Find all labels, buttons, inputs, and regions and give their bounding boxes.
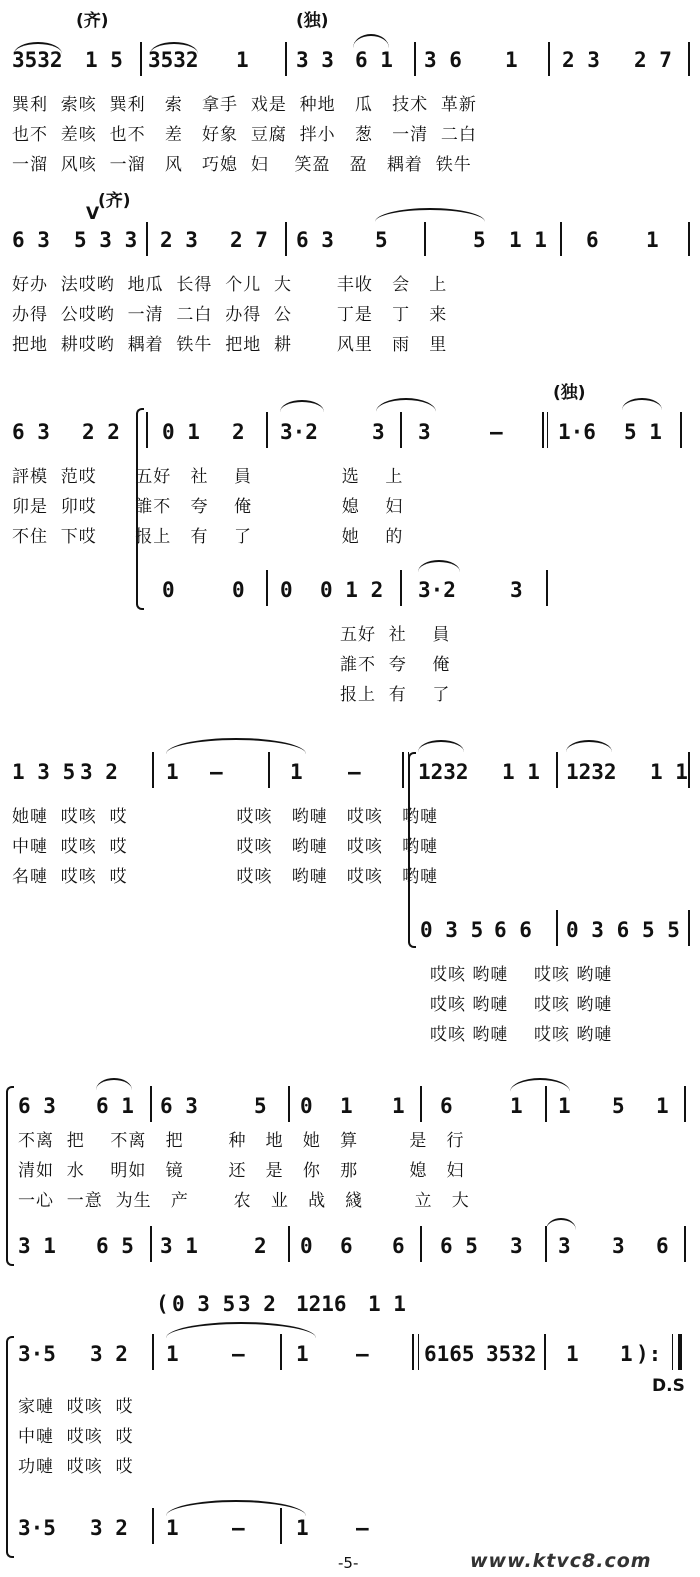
barline [424, 222, 426, 256]
tie [166, 738, 306, 754]
barline [266, 570, 268, 606]
note: 6 5 [440, 1234, 478, 1258]
barline [150, 1086, 152, 1122]
note: 5 5 [642, 918, 680, 942]
note: 3·2 [418, 578, 456, 602]
barline [412, 1334, 414, 1370]
note: 1 [296, 1342, 309, 1366]
barline [560, 222, 562, 256]
lyric-line-3: 不住 下哎 报上 有 了 她 的 [12, 527, 404, 547]
slur [280, 400, 324, 412]
lyric-line-1: 家嗹 哎咳 哎 [18, 1397, 134, 1417]
barline [140, 42, 142, 76]
note: 3 2 [238, 1292, 276, 1316]
note: 3·5 [18, 1342, 56, 1366]
note: 2 [254, 1234, 267, 1258]
note: — [356, 1342, 369, 1366]
barline [556, 910, 558, 946]
barline [146, 222, 148, 256]
note: 0 [300, 1234, 313, 1258]
note: 2 3 [562, 48, 600, 72]
note: 3·5 [18, 1516, 56, 1540]
note: 6 3 [296, 228, 334, 252]
barline [684, 1226, 686, 1262]
note: 2 2 [82, 420, 120, 444]
barline [400, 570, 402, 606]
note: 6 [656, 1234, 669, 1258]
note: 0 [232, 578, 245, 602]
lyric-line-2: 中嗹 哎咳 哎 哎咳 哟嗹 哎咳 哟嗹 [12, 837, 439, 857]
note: 5 [473, 228, 486, 252]
note: 5 [254, 1094, 267, 1118]
system-brace [6, 1086, 14, 1266]
barline [268, 752, 270, 788]
barline [285, 42, 287, 76]
note: 3 2 [90, 1516, 128, 1540]
note: 2 3 [160, 228, 198, 252]
barline [288, 1086, 290, 1122]
note: 1 [340, 1094, 353, 1118]
barline [150, 1226, 152, 1262]
barline [544, 1334, 546, 1370]
note: 0 3 5 [420, 918, 484, 942]
lyric-line-1: 好办 法哎哟 地瓜 长得 个儿 大 丰收 会 上 [12, 275, 448, 295]
note: 2 [232, 420, 245, 444]
note: 0 1 2 [320, 578, 384, 602]
du-mark: (独) [553, 383, 586, 403]
lower-lyric-line-2: 哎咳 哟嗹 哎咳 哟嗹 [430, 995, 613, 1015]
note: 3 2 [80, 760, 118, 784]
lyric-line-3: 一心 一意 为生 产 农 业 战 綫 立 大 [18, 1191, 470, 1211]
barline [402, 752, 404, 788]
note: 0 1 [162, 420, 200, 444]
note: — [356, 1516, 369, 1540]
qi-mark: (齐) [76, 11, 109, 31]
lyric-line-3: 把地 耕哎哟 耦着 铁牛 把地 耕 风里 雨 里 [12, 335, 448, 355]
note: 3 1 [18, 1234, 56, 1258]
barline [288, 1226, 290, 1262]
note: 1 [620, 1342, 633, 1366]
note: 6165 [424, 1342, 475, 1366]
note: — [232, 1516, 245, 1540]
note: 1 [656, 1094, 669, 1118]
barline [152, 752, 154, 788]
note: — [348, 760, 361, 784]
slur [622, 398, 662, 410]
lyric-line-1: 評模 范哎 五好 社 員 选 上 [12, 467, 404, 487]
note: 6 3 [18, 1094, 56, 1118]
note: 1 1 [502, 760, 540, 784]
tie [375, 208, 485, 222]
barline [400, 412, 402, 448]
note: 1 [236, 48, 249, 72]
note: 6 [340, 1234, 353, 1258]
note: 0 3 5 [172, 1292, 236, 1316]
note: 1 [505, 48, 518, 72]
lyric-line-2: 清如 水 明如 镜 还 是 你 那 媳 妇 [18, 1161, 465, 1181]
qi-mark: (齐) [98, 191, 131, 211]
note: 1 [646, 228, 659, 252]
note: 3 [510, 1234, 523, 1258]
slur [353, 34, 389, 48]
lyric-line-2: 中嗹 哎咳 哎 [18, 1427, 134, 1447]
barline [418, 1334, 419, 1370]
note: 1 1 [509, 228, 547, 252]
barline [420, 1086, 422, 1122]
note: 2 7 [634, 48, 672, 72]
barline [684, 1086, 686, 1122]
note: 3532 [148, 48, 199, 72]
lower-lyric-line-2: 誰不 夸 俺 [340, 655, 451, 675]
barline [545, 1226, 547, 1262]
barline [285, 222, 287, 256]
slur [418, 740, 464, 752]
lower-lyric-line-1: 哎咳 哟嗹 哎咳 哟嗹 [430, 965, 613, 985]
note: 1 [166, 1342, 179, 1366]
lyric-line-3: 名嗹 哎咳 哎 哎咳 哟嗹 哎咳 哟嗹 [12, 867, 439, 887]
note: 0 [162, 578, 175, 602]
tie [166, 1322, 316, 1338]
barline [414, 42, 416, 76]
barline [546, 570, 548, 606]
lyric-line-3: 一溜 风咳 一溜 风 巧媳 妇 笑盈 盈 耦着 铁牛 [12, 155, 472, 175]
lower-lyric-line-3: 报上 有 了 [340, 685, 451, 705]
barline [542, 412, 544, 448]
note: 6 [440, 1094, 453, 1118]
note: 1·6 [558, 420, 596, 444]
note: 3 6 [424, 48, 462, 72]
barline [556, 752, 558, 788]
note: 3 1 [160, 1234, 198, 1258]
note: 1 [166, 760, 179, 784]
barline [280, 1508, 282, 1544]
note: 0 [280, 578, 293, 602]
note: 1 [296, 1516, 309, 1540]
barline [688, 910, 690, 946]
note: 1232 [418, 760, 469, 784]
note: 1 [566, 1342, 579, 1366]
lower-lyric-line-3: 哎咳 哟嗹 哎咳 哟嗹 [430, 1025, 613, 1045]
pause-paren: ( [156, 1292, 169, 1316]
note: 1 [166, 1516, 179, 1540]
note: — [490, 420, 503, 444]
note: 3 3 [296, 48, 334, 72]
barline [688, 42, 690, 76]
barline [152, 1508, 154, 1544]
barline [280, 1334, 282, 1370]
tie [546, 1218, 576, 1230]
slur [96, 1078, 132, 1090]
note: 3 2 [90, 1342, 128, 1366]
note: 2 7 [230, 228, 268, 252]
lyric-line-1: 她嗹 哎咳 哎 哎咳 哟嗹 哎咳 哟嗹 [12, 807, 439, 827]
note: 1 1 [650, 760, 688, 784]
note: 6 3 [160, 1094, 198, 1118]
lyric-line-2: 也不 差咳 也不 差 好象 豆腐 拌小 葱 一清 二白 [12, 125, 477, 145]
lower-lyric-line-1: 五好 社 員 [340, 625, 451, 645]
note: — [210, 760, 223, 784]
note: 6 1 [355, 48, 393, 72]
barline [545, 1086, 547, 1122]
lyric-line-2: 办得 公哎哟 一清 二白 办得 公 丁是 丁 来 [12, 305, 448, 325]
lyric-line-1: 不离 把 不离 把 种 地 她 算 是 行 [18, 1131, 465, 1151]
note: 6 3 [12, 228, 50, 252]
barline [420, 1226, 422, 1262]
barline [672, 1334, 673, 1370]
note: 1 [510, 1094, 523, 1118]
note: 3·2 [280, 420, 318, 444]
system-brace [6, 1336, 14, 1558]
barline [548, 42, 550, 76]
page-number: -5- [338, 1554, 359, 1572]
tie [376, 398, 436, 412]
note: 3532 [486, 1342, 537, 1366]
breath-mark: V [86, 204, 100, 224]
note: 3 [612, 1234, 625, 1258]
barline [688, 752, 690, 788]
note: 3 [372, 420, 385, 444]
tie [166, 1500, 306, 1516]
note: 1 [290, 760, 303, 784]
note: 3 [510, 578, 523, 602]
repeat-end-paren: ): [636, 1342, 662, 1366]
note: 1 3 5 [12, 760, 76, 784]
barline [547, 412, 548, 448]
note: 0 [300, 1094, 313, 1118]
barline [688, 222, 690, 256]
note: 1 [392, 1094, 405, 1118]
note: 1 1 [368, 1292, 406, 1316]
watermark: www.ktvc8.com [470, 1550, 652, 1572]
final-barline [678, 1334, 682, 1370]
lyric-line-3: 功嗹 哎咳 哎 [18, 1457, 134, 1477]
note: 5 1 [624, 420, 662, 444]
note: 5 [612, 1094, 625, 1118]
lyric-line-1: 巽利 索咳 巽利 索 拿手 戏是 种地 瓜 技术 革新 [12, 95, 477, 115]
note: 5 3 3 [74, 228, 138, 252]
note: — [232, 1342, 245, 1366]
note: 1232 [566, 760, 617, 784]
note: 3 [418, 420, 431, 444]
ds-mark: D.S [652, 1376, 685, 1396]
note: 6 [392, 1234, 405, 1258]
note: 6 3 [12, 420, 50, 444]
slur [418, 560, 460, 572]
barline [152, 1334, 154, 1370]
lyric-line-2: 卯是 卯哎 誰不 夸 俺 媳 妇 [12, 497, 404, 517]
note: 3 [558, 1234, 571, 1258]
slur [566, 740, 612, 752]
note: 6 1 [96, 1094, 134, 1118]
note: 5 [375, 228, 388, 252]
note: 6 5 [96, 1234, 134, 1258]
barline [146, 412, 148, 448]
barline [266, 412, 268, 448]
barline [680, 412, 682, 448]
note: 3532 [12, 48, 63, 72]
note: 1 [558, 1094, 571, 1118]
du-mark: (独) [296, 11, 329, 31]
barline [408, 752, 409, 788]
tie [510, 1078, 570, 1092]
note: 6 6 [494, 918, 532, 942]
note: 6 [586, 228, 599, 252]
note: 0 3 6 [566, 918, 630, 942]
note: 1 5 [85, 48, 123, 72]
note: 1216 [296, 1292, 347, 1316]
